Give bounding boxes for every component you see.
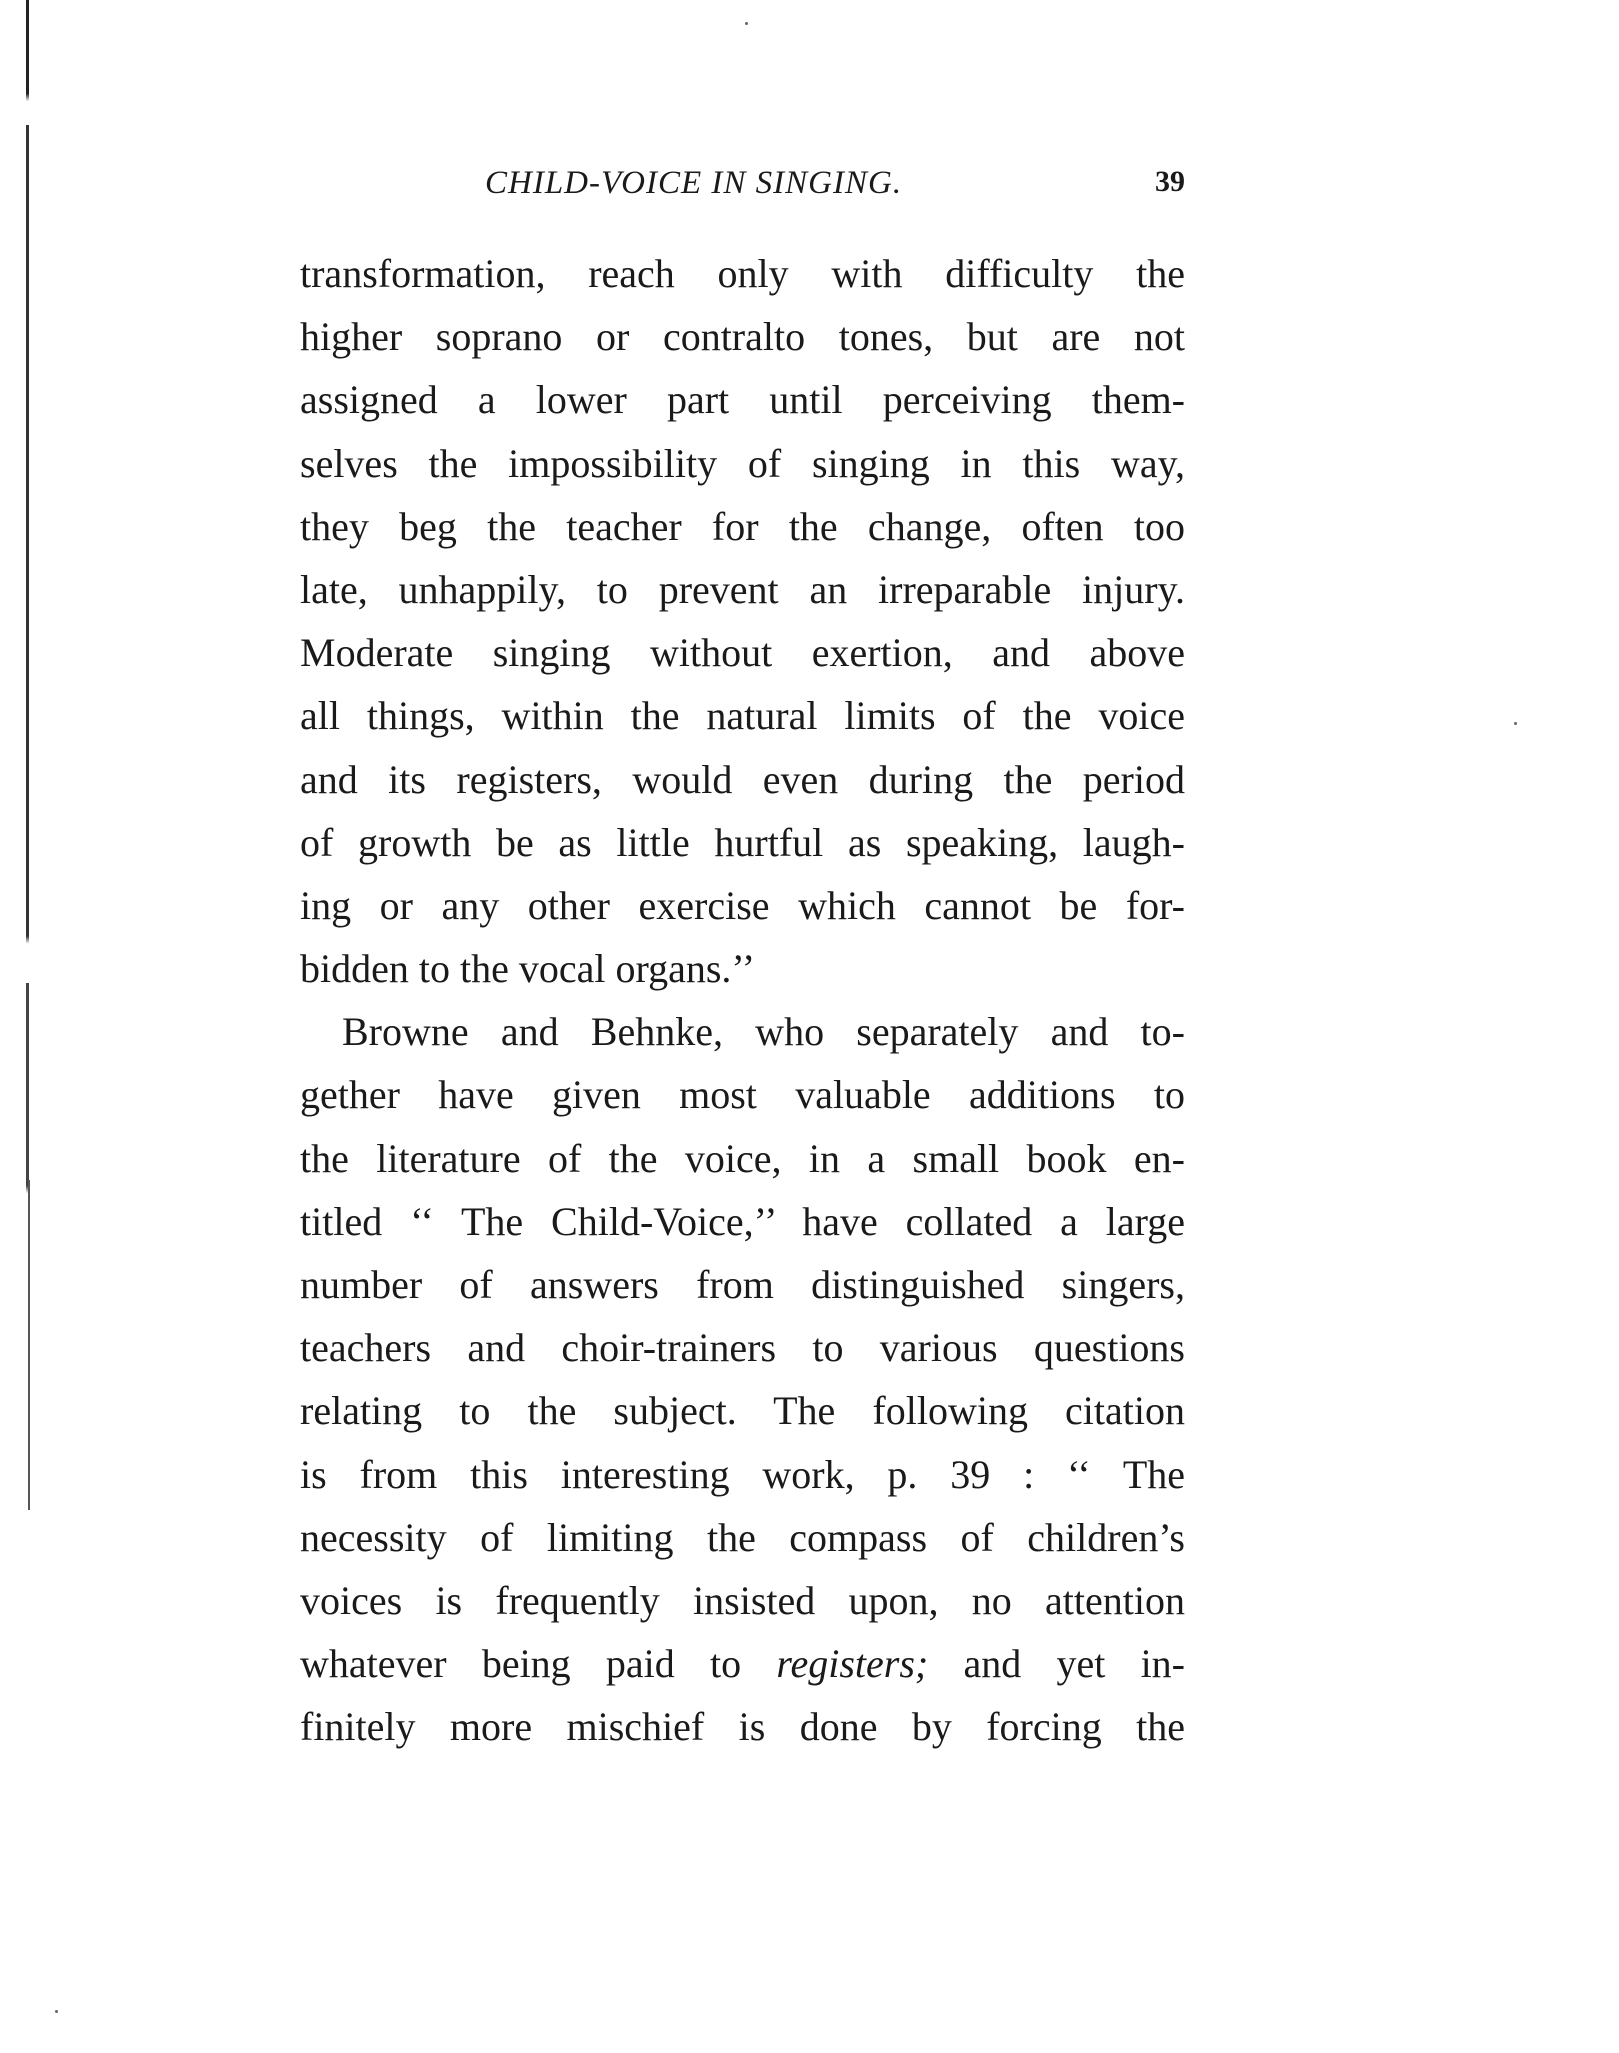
text-line: assigned a lower part until perceiving them- [300, 377, 1185, 423]
scan-speck [1514, 722, 1517, 725]
body-text [300, 242, 1185, 1759]
text-line: voices is frequently insisted upon, no attention [300, 1577, 1185, 1623]
text-line: Browne and Behnke, who separately and to- [342, 1009, 1185, 1055]
text-line: selves the impossibility of singing in this way, [300, 440, 1185, 486]
running-head [300, 165, 1185, 211]
italic-term: registers; [776, 1641, 929, 1687]
text-line: higher soprano or contralto tones, but are not [300, 314, 1185, 360]
text-line: necessity of limiting the compass of children’s [300, 1514, 1185, 1560]
text-line: transformation, reach only with difficulty the [300, 251, 1185, 296]
text-line: titled ‘‘ The Child-Voice,’’ have collated a large [300, 1198, 1185, 1244]
text-line: Moderate singing without exertion, and above [300, 630, 1185, 676]
text-line: ing or any other exercise which cannot be for- [300, 882, 1185, 928]
text-line: bidden to the vocal organs.’’ [300, 946, 756, 992]
text-segment: whatever being paid to [300, 1641, 777, 1687]
scan-speck [55, 2010, 58, 2013]
text-line: late, unhappily, to prevent an irreparable injury. [300, 566, 1185, 612]
text-line: finitely more mischief is done by forcing the [300, 1704, 1185, 1750]
text-line: gether have given most valuable additions to [300, 1072, 1185, 1118]
text-line: relating to the subject. The following citation [300, 1388, 1185, 1434]
text-line: all things, within the natural limits of the voice [300, 693, 1185, 739]
page-number: 39 [1155, 165, 1185, 198]
text-line: number of answers from distinguished singers, [300, 1262, 1185, 1307]
text-line: teachers and choir-trainers to various questions [300, 1325, 1185, 1371]
text-line: is from this interesting work, p. 39 : ‘‘ The [300, 1451, 1185, 1497]
text-line: of growth be as little hurtful as speaking, laugh- [300, 819, 1185, 865]
text-line: the literature of the voice, in a small book en- [300, 1135, 1185, 1181]
text-line: and its registers, would even during the period [300, 756, 1185, 802]
scan-speck [745, 22, 748, 25]
binding-edge-line-secondary [28, 1180, 30, 1510]
text-line-with-italic [300, 1632, 1185, 1695]
text-line: they beg the teacher for the change, often too [300, 503, 1185, 549]
running-title: CHILD-VOICE IN SINGING. [485, 165, 903, 201]
text-segment: and yet in- [928, 1641, 1185, 1687]
